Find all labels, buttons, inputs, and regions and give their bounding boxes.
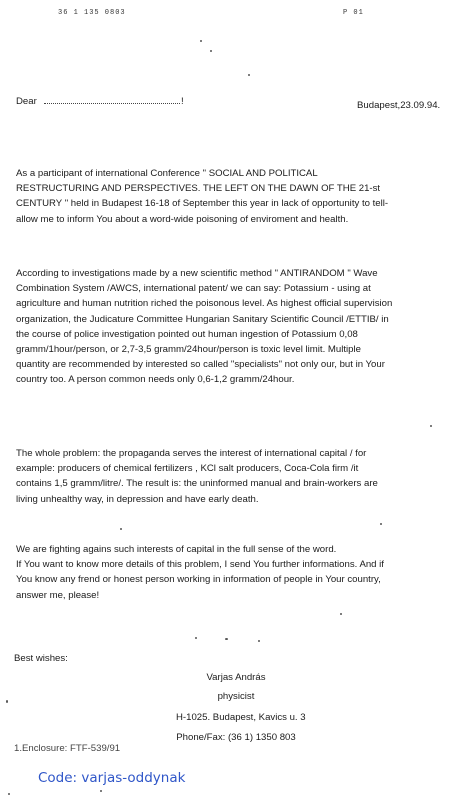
text-line: If You want to know more details of this problem, I send You further informations. And if [16, 559, 384, 571]
recipient-blank-end: ! [181, 96, 184, 107]
signer-address: H-1025. Budapest, Kavics u. 3 [176, 712, 306, 723]
text-line: You know any frend or honest person working in information of people in Your country, [16, 574, 381, 586]
paragraph-fighting [16, 542, 456, 603]
signature-block [176, 670, 306, 745]
text-line: quantity are recommended by interested so called "specialists" not only our, but in Your [16, 359, 385, 371]
place-date: Budapest,23.09.94. [357, 100, 441, 111]
text-line: example: producers of chemical fertilizers , KCl salt producers, Coca-Cola firm /it [16, 463, 359, 475]
fax-page-number: P 01 [343, 9, 364, 17]
text-line: gramm/1hour/person, or 2,7-3,5 gramm/24hour/person is toxic level limit. Multiple [16, 344, 361, 356]
enclosure-note: 1.Enclosure: FTF-539/91 [14, 743, 121, 754]
signer-phone: Phone/Fax: (36 1) 1350 803 [176, 732, 296, 743]
signer-title: physicist [217, 691, 255, 702]
code-label: Code: varjas-oddynak [38, 770, 186, 786]
paragraph-investigation [16, 266, 456, 388]
text-line: RESTRUCTURING AND PERSPECTIVES. THE LEFT ON THE DAWN OF THE 21-st [16, 183, 381, 195]
text-line: living unhealthy way, in depression and have early death. [16, 493, 259, 505]
text-line: answer me, please! [16, 589, 100, 601]
text-line: As a participant of international Conference " SOCIAL AND POLITICAL [16, 168, 318, 179]
text-line: CENTURY " held in Budapest 16-18 of September this year in lack of opportunity to tell- [16, 198, 389, 210]
text-line: According to investigations made by a new scientific method " ANTIRANDOM " Wave [16, 268, 378, 279]
text-line: contains 1,5 gramm/litre/. The result is: the uninformed manual and brain-workers are [16, 478, 378, 490]
salutation: Dear [16, 96, 37, 107]
closing: Best wishes: [14, 653, 68, 664]
signer-name: Varjas András [206, 672, 266, 683]
fax-header-number: 36 1 135 0803 [58, 9, 126, 17]
text-line: We are fighting agains such interests of capital in the full sense of the word. [16, 544, 337, 555]
paragraph-problem [16, 446, 456, 507]
text-line: the course of police investigation pointed out human ingestion of Potassium 0,08 [16, 328, 358, 340]
text-line: country too. A person common needs only 0,6-1,2 gramm/24hour. [16, 374, 295, 386]
text-line: Combination System /AWCS, international patent/ we can say: Potassium - using at [16, 283, 371, 295]
text-line: The whole problem: the propaganda serves the interest of international capital / for [16, 448, 367, 459]
recipient-blank [44, 103, 180, 104]
paragraph-intro [16, 166, 456, 227]
text-line: agriculture and human nutrition riched the poisonous level. As highest official supervision [16, 298, 393, 310]
text-line: allow me to inform You about a word-wide poisoning of enviroment and health. [16, 213, 349, 225]
text-line: organization, the Judicature Committee Hungarian Sanitary Scientific Council /ETTIB/ in [16, 313, 389, 325]
